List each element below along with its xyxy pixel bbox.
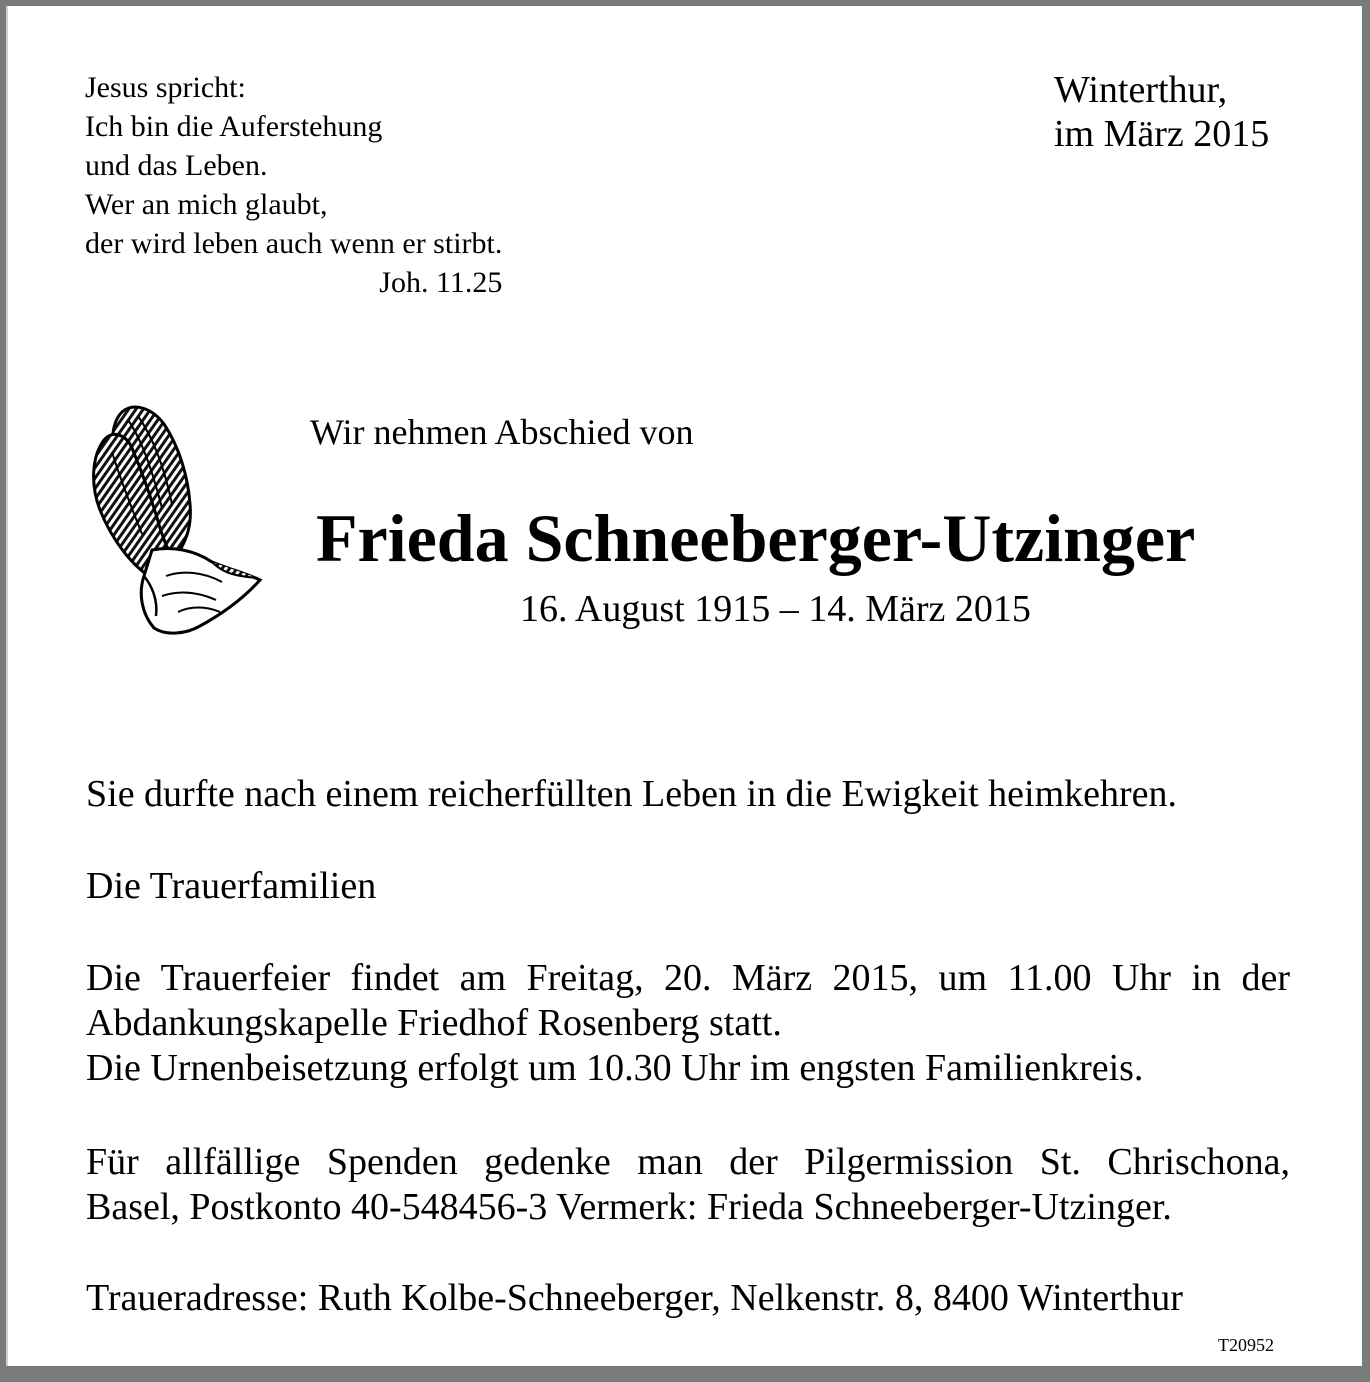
ceremony-line: Die Trauerfeier findet am Freitag, 20. März 2015, um 11.00 Uhr in der [86,957,1290,999]
families-text: Die Trauerfamilien [86,865,377,907]
verse-line: und das Leben. [85,149,268,182]
place-line: Winterthur, [1054,69,1228,111]
verse-line: Wer an mich glaubt, [85,188,328,221]
ceremony-paragraph [86,956,1290,1091]
place-date [1054,68,1269,156]
verse-line: Jesus spricht: [85,71,246,104]
ad-code: T20952 [1218,1335,1274,1355]
eternity-text: Sie durfte nach einem reicherfüllten Leben in die Ewigkeit heimkehren. [86,773,1178,815]
mourning-address: Traueradresse: Ruth Kolbe-Schneeberger, Nelkenstr. 8, 8400 Winterthur [86,1277,1183,1319]
farewell-heading: Wir nehmen Abschied von [310,412,694,452]
verse-line: der wird leben auch wenn er stirbt. [85,227,503,260]
bible-verse [85,68,502,302]
verse-reference: Joh. 11.25 [379,266,503,299]
donations-line: Für allfällige Spenden gedenke man der Pilgermission St. Chrischona, [86,1141,1290,1183]
donations-paragraph [86,1140,1290,1230]
date-line: im März 2015 [1054,113,1270,155]
verse-line: Ich bin die Auferstehung [85,110,383,143]
donations-line: Basel, Postkonto 40-548456-3 Vermerk: Frieda Schneeberger-Utzinger. [86,1186,1172,1228]
ceremony-line: Die Urnenbeisetzung erfolgt um 10.30 Uhr im engsten Familienkreis. [86,1047,1144,1089]
praying-hands-icon [82,400,264,640]
obituary-notice [6,6,1362,1366]
ceremony-line: Abdankungskapelle Friedhof Rosenberg statt. [86,1002,782,1044]
life-dates: 16. August 1915 – 14. März 2015 [520,588,1031,630]
deceased-name: Frieda Schneeberger-Utzinger [316,500,1196,576]
